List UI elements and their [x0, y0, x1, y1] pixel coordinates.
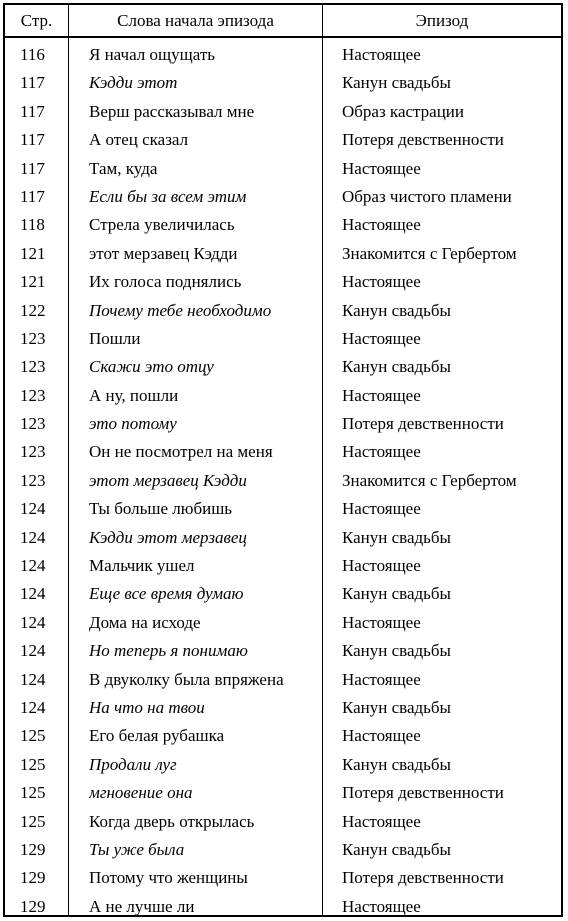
table-header	[5, 5, 561, 38]
table-row	[5, 155, 561, 183]
episode-start-words-cell: А не лучше ли	[89, 896, 195, 916]
episode-cell: Потеря девственности	[342, 868, 504, 888]
table-row	[5, 666, 561, 694]
table-row	[5, 41, 561, 69]
page-number-cell: 117	[20, 130, 45, 150]
table-row	[5, 126, 561, 154]
episode-start-words-cell: Там, куда	[89, 158, 158, 178]
episode-cell: Настоящее	[342, 45, 421, 64]
episode-table	[3, 3, 563, 917]
episode-cell: Настоящее	[342, 896, 421, 916]
page-number-cell: 124	[20, 527, 46, 547]
page-number-cell: 123	[20, 414, 46, 434]
table-row	[5, 325, 561, 353]
episode-cell: Настоящее	[342, 272, 421, 292]
page-number-cell: 117	[20, 158, 45, 178]
page-number-cell: 125	[20, 811, 46, 831]
episode-cell: Знакомится с Гербертом	[342, 243, 517, 263]
header-page: Стр.	[20, 11, 53, 30]
table-row	[5, 410, 561, 438]
table-row	[5, 240, 561, 268]
episode-cell: Настоящее	[342, 669, 421, 689]
episode-start-words-cell: Еще все время думаю	[89, 584, 244, 604]
page-number-cell: 125	[20, 726, 46, 746]
episode-start-words-cell: Я начал ощущать	[89, 45, 215, 64]
page-number-cell: 124	[20, 641, 46, 661]
page-number-cell: 124	[20, 556, 46, 576]
episode-cell: Настоящее	[342, 811, 421, 831]
table-row	[5, 779, 561, 807]
episode-start-words-cell: Ты больше любишь	[89, 499, 233, 519]
episode-start-words-cell: Пошли	[89, 328, 141, 348]
header-episode: Эпизод	[415, 11, 469, 30]
episode-start-words-cell: Потому что женщины	[89, 868, 248, 888]
page-number-cell: 117	[20, 186, 45, 206]
episode-cell: Настоящее	[342, 612, 421, 632]
page-number-cell: 117	[20, 101, 45, 121]
episode-cell: Настоящее	[342, 556, 421, 576]
episode-cell: Канун свадьбы	[342, 641, 451, 661]
episode-start-words-cell: Их голоса поднялись	[89, 272, 242, 292]
table-row	[5, 211, 561, 239]
episode-cell: Канун свадьбы	[342, 300, 451, 320]
episode-start-words-cell: мгновение она	[89, 783, 193, 803]
page-number-cell: 124	[20, 499, 46, 519]
episode-start-words-cell: этот мерзавец Кэдди	[89, 243, 238, 263]
episode-start-words-cell: Кэдди этот	[89, 73, 178, 93]
page-number-cell: 124	[20, 697, 46, 717]
page-number-cell: 123	[20, 442, 46, 462]
page-number-cell: 122	[20, 300, 46, 320]
episode-start-words-cell: Ты уже была	[89, 839, 185, 859]
table-row	[5, 98, 561, 126]
episode-cell: Настоящее	[342, 328, 421, 348]
episode-cell: Потеря девственности	[342, 414, 504, 434]
episode-start-words-cell: Он не посмотрел на меня	[89, 442, 273, 462]
episode-start-words-cell: Его белая рубашка	[89, 726, 225, 746]
episode-cell: Настоящее	[342, 385, 421, 405]
episode-start-words-cell: Продали луг	[89, 754, 177, 774]
episode-cell: Потеря девственности	[342, 783, 504, 803]
episode-cell: Канун свадьбы	[342, 697, 451, 717]
table-row	[5, 268, 561, 296]
table-row	[5, 808, 561, 836]
table-row	[5, 297, 561, 325]
table-row	[5, 864, 561, 892]
table-row	[5, 694, 561, 722]
episode-cell: Образ кастрации	[342, 101, 465, 121]
page-number-cell: 118	[20, 215, 45, 235]
table-row	[5, 524, 561, 552]
table-row	[5, 69, 561, 97]
page-number-cell: 129	[20, 868, 46, 888]
table-row	[5, 722, 561, 750]
episode-cell: Образ чистого пламени	[342, 186, 512, 206]
table-row	[5, 495, 561, 523]
episode-start-words-cell: Если бы за всем этим	[89, 186, 247, 206]
table-body	[5, 41, 561, 921]
episode-cell: Настоящее	[342, 442, 421, 462]
table-row	[5, 552, 561, 580]
page-number-cell: 124	[20, 669, 46, 689]
table-row	[5, 382, 561, 410]
episode-cell: Настоящее	[342, 499, 421, 519]
table-row	[5, 183, 561, 211]
episode-start-words-cell: А ну, пошли	[89, 385, 179, 405]
episode-cell: Канун свадьбы	[342, 584, 451, 604]
table-row	[5, 353, 561, 381]
table-row	[5, 580, 561, 608]
page-number-cell: 124	[20, 584, 46, 604]
episode-start-words-cell: Стрела увеличилась	[89, 215, 235, 235]
table-row	[5, 893, 561, 921]
page-number-cell: 116	[20, 45, 45, 64]
episode-cell: Настоящее	[342, 726, 421, 746]
episode-start-words-cell: Почему тебе необходимо	[89, 300, 272, 320]
episode-cell: Потеря девственности	[342, 130, 504, 150]
episode-start-words-cell: На что на твои	[89, 697, 205, 717]
episode-start-words-cell: это потому	[89, 414, 177, 434]
episode-start-words-cell: Но теперь я понимаю	[89, 641, 248, 661]
page-number-cell: 125	[20, 754, 46, 774]
episode-start-words-cell: Кэдди этот мерзавец	[89, 527, 247, 547]
episode-cell: Канун свадьбы	[342, 527, 451, 547]
page-number-cell: 129	[20, 839, 46, 859]
episode-cell: Канун свадьбы	[342, 839, 451, 859]
table-row	[5, 751, 561, 779]
table-row	[5, 467, 561, 495]
page-number-cell: 123	[20, 385, 46, 405]
episode-start-words-cell: Дома на исходе	[89, 612, 201, 632]
episode-start-words-cell: Мальчик ушел	[89, 556, 195, 576]
page-number-cell: 123	[20, 470, 46, 490]
episode-start-words-cell: В двуколку была впряжена	[89, 669, 284, 689]
page-number-cell: 123	[20, 357, 46, 377]
episode-cell: Канун свадьбы	[342, 754, 451, 774]
episode-start-words-cell: А отец сказал	[89, 130, 189, 150]
page-number-cell: 123	[20, 328, 46, 348]
episode-cell: Настоящее	[342, 158, 421, 178]
episode-cell: Канун свадьбы	[342, 357, 451, 377]
table-row	[5, 609, 561, 637]
episode-start-words-cell: Верш рассказывал мне	[89, 101, 255, 121]
page-number-cell: 117	[20, 73, 45, 93]
episode-start-words-cell: этот мерзавец Кэдди	[89, 470, 247, 490]
episode-start-words-cell: Скажи это отцу	[89, 357, 214, 377]
page-number-cell: 121	[20, 243, 46, 263]
header-words: Слова начала эпизода	[117, 11, 274, 30]
page-number-cell: 125	[20, 783, 46, 803]
page-number-cell: 124	[20, 612, 46, 632]
episode-cell: Канун свадьбы	[342, 73, 451, 93]
table-row	[5, 836, 561, 864]
page-number-cell: 129	[20, 896, 46, 916]
episode-start-words-cell: Когда дверь открылась	[89, 811, 255, 831]
episode-cell: Знакомится с Гербертом	[342, 470, 517, 490]
table-row	[5, 637, 561, 665]
page-number-cell: 121	[20, 272, 46, 292]
table-row	[5, 438, 561, 466]
episode-cell: Настоящее	[342, 215, 421, 235]
